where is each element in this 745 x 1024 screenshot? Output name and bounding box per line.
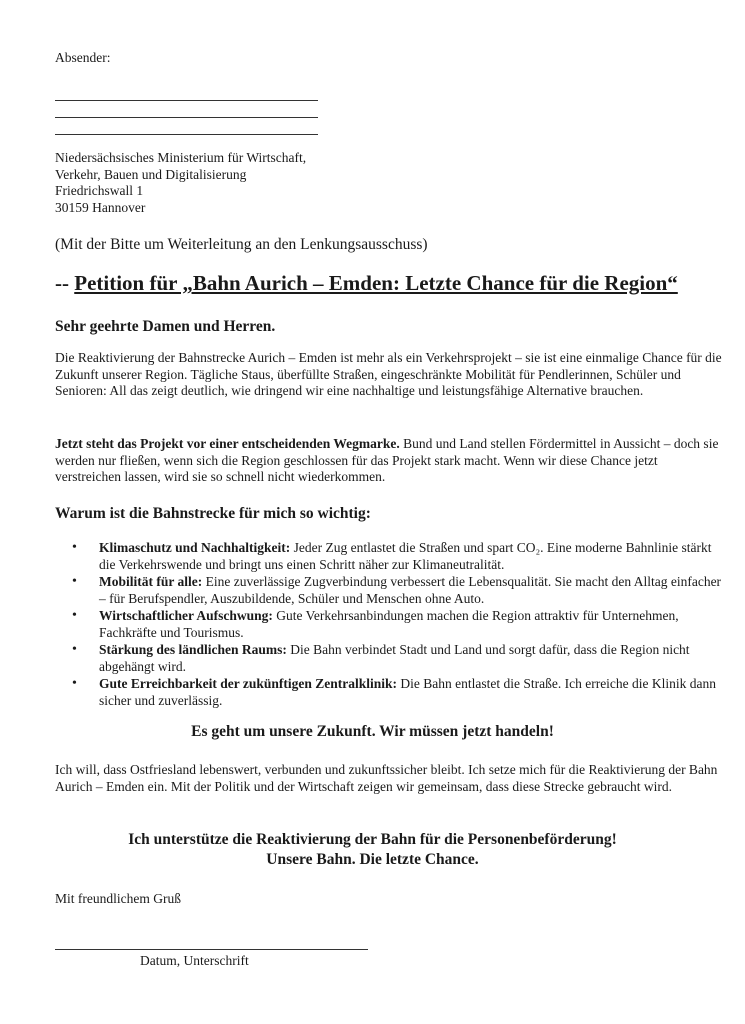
title-prefix: -- [55,271,75,295]
bullet-text: Gute Verkehrsanbindungen machen die Region attraktiv für Unternehmen, Fachkräfte und Tourismus. [99,608,679,640]
sender-line-2 [55,117,318,118]
milestone-text: Bund und Land stellen Fördermittel in Aussicht – doch sie werden nur fließen, wenn sich die Region geschlossen für das Projekt stark macht. Wenn wir diese Chance jetzt verstreichen lassen, wird sie so schnell nicht wiederkommen. [55,436,719,484]
bullet-title: Gute Erreichbarkeit der zukünftigen Zentralklinik: [99,676,398,691]
bullet-text: Eine zuverlässige Zugverbindung verbessert die Lebensqualität. Sie macht den Alltag einfacher – für Berufspendler, Auszubildende, Schüler und Menschen ohne Auto. [99,574,722,606]
petition-title [55,271,678,296]
support-line-1: Ich unterstütze die Reaktivierung der Bahn für die Personenbeförderung! [128,831,617,848]
milestone-paragraph [55,436,725,486]
signature-caption: Datum, Unterschrift [140,953,249,968]
bullet-text: Die Bahn verbindet Stadt und Land und sorgt dafür, dass die Region nicht abgehängt wird. [99,642,690,674]
support-statement [0,830,745,870]
list-item [72,574,722,607]
call-to-action: Es geht um unsere Zukunft. Wir müssen jetzt handeln! [191,723,554,740]
title-text: Petition für „Bahn Aurich – Emden: Letzte Chance für die Region“ [74,271,678,295]
sender-line-1 [55,100,318,101]
support-line-2: Unsere Bahn. Die letzte Chance. [266,851,479,868]
bullet-icon: • [72,574,77,589]
bullet-icon: • [72,642,77,657]
reasons-list [72,540,722,710]
recipient-line: 30159 Hannover [55,199,146,215]
recipient-line: Verkehr, Bauen und Digitalisierung [55,166,247,182]
section-heading: Warum ist die Bahnstrecke für mich so wichtig: [55,505,371,522]
bullet-title: Mobilität für alle: [99,574,203,589]
list-item [72,642,722,675]
bullet-title: Wirtschaftlicher Aufschwung: [99,608,273,623]
recipient-line: Niedersächsisches Ministerium für Wirtschaft, [55,150,307,165]
commitment-paragraph: Ich will, dass Ostfriesland lebenswert, verbunden und zukunftssicher bleibt. Ich setze mich für die Reaktivierung der Bahn Aurich – Emden ein. Mit der Politik und der Wirtschaft zeigen wir gemeinsam, dass diese Strecke gebraucht wird. [55,762,718,794]
bullet-icon: • [72,676,77,691]
signature-line [55,949,368,950]
sender-label: Absender: [55,50,111,65]
salutation: Sehr geehrte Damen und Herren. [55,318,276,335]
recipient-address [55,150,306,216]
bullet-icon: • [72,608,77,623]
closing-greeting: Mit freundlichem Gruß [55,891,181,906]
sender-line-3 [55,134,318,135]
intro-paragraph: Die Reaktivierung der Bahnstrecke Aurich – Emden ist mehr als ein Verkehrsprojekt – sie ist eine einmalige Chance für die Zukunft unserer Region. Tägliche Staus, überfüllte Straßen, eingeschränkte Mobilität für Pendlerinnen, Schüler und Senioren: All das zeigt deutlich, wie dringend wir eine nachhaltige und leistungsfähige Alternative brauchen. [55,350,722,398]
recipient-line: Friedrichswall 1 [55,183,144,198]
milestone-bold: Jetzt steht das Projekt vor einer entscheidenden Wegmarke. [55,436,400,451]
list-item [72,676,722,709]
bullet-title: Stärkung des ländlichen Raums: [99,642,287,657]
list-item [72,608,722,641]
forward-note: (Mit der Bitte um Weiterleitung an den Lenkungsausschuss) [55,236,428,253]
bullet-text: Jeder Zug entlastet die Straßen und spart CO₂. Eine moderne Bahnlinie stärkt die Verkehrswende und bringt uns einen Schritt näher zur Klimaneutralität. [99,540,712,572]
bullet-text: Die Bahn entlastet die Straße. Ich erreiche die Klinik dann sicher und zuverlässig. [99,676,717,708]
list-item [72,540,722,573]
bullet-icon: • [72,540,77,555]
bullet-title: Klimaschutz und Nachhaltigkeit: [99,540,291,555]
